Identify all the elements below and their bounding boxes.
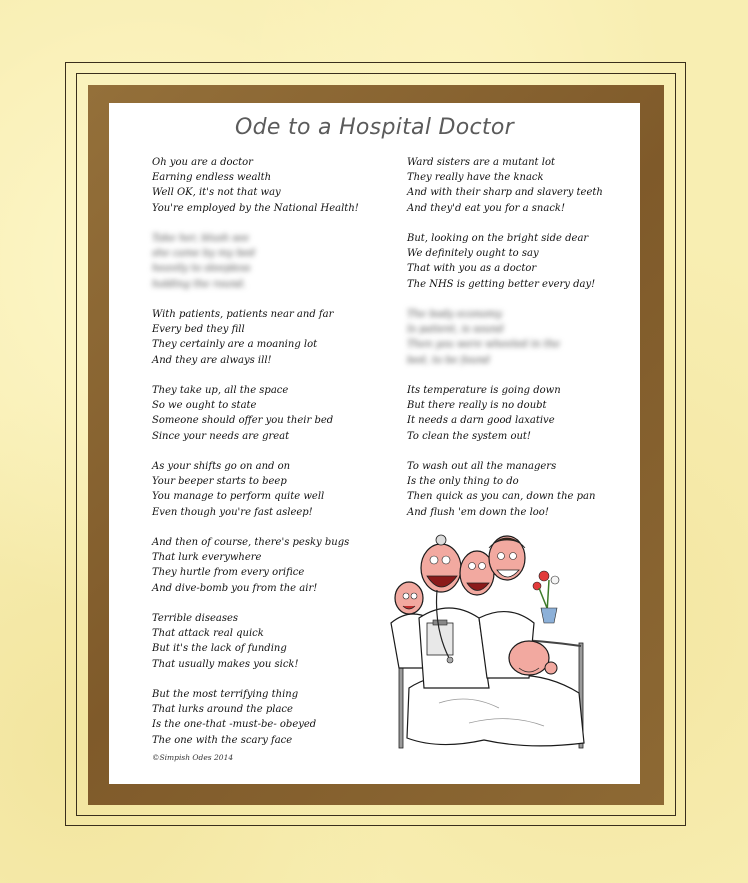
poem-line: holding the round. (152, 278, 247, 290)
poem-line: Someone should offer you their bed (152, 415, 334, 427)
poem-line: That lurk everywhere (152, 552, 262, 564)
poem-line: And they'd eat you for a snack! (407, 202, 565, 214)
poem-line: The NHS is getting better every day! (407, 278, 596, 290)
poem-line: The one with the scary face (152, 734, 293, 746)
poem-line: They take up, all the space (152, 385, 289, 396)
poem-line: Then you were wheeled in the (407, 339, 561, 351)
stanza (152, 383, 392, 444)
poem-line: And they are always ill! (152, 354, 272, 366)
poem-line: They really have the knack (407, 172, 544, 184)
stanza (152, 307, 392, 368)
blurred-stanza (407, 307, 637, 368)
poem-line: Then quick as you can, down the pan (407, 491, 596, 503)
poem-line: But it's the lack of funding (152, 643, 287, 655)
poem-line: That usually makes you sick! (152, 658, 299, 670)
poem-line: And with their sharp and slavery teeth (407, 187, 603, 199)
poem-line: bed, to be found (407, 354, 490, 366)
poem-line: Even though you're fast asleep! (152, 506, 313, 518)
poem-line: Every bed they fill (152, 324, 245, 336)
left-column (152, 155, 392, 763)
stanza (407, 231, 637, 292)
poem-line: Take her, blush see (152, 233, 250, 244)
poem-line: You're employed by the National Health! (152, 202, 359, 214)
poem-line: They certainly are a moaning lot (152, 339, 318, 351)
poem-line: Well OK, it's not that way (152, 187, 281, 199)
poem-line: Earning endless wealth (152, 172, 272, 184)
poem-line: Its temperature is going down (407, 385, 561, 396)
poem-line: We definitely ought to say (407, 248, 539, 260)
blurred-stanza (152, 231, 392, 292)
poem-line: And flush 'em down the loo! (407, 506, 549, 518)
right-column (407, 155, 637, 535)
poem-line: So we ought to state (152, 400, 257, 412)
stanza (152, 155, 392, 216)
poem-line: Is the only thing to do (407, 476, 519, 488)
poem-line: Is the one-that -must-be- obeyed (152, 719, 317, 731)
poem-line: With patients, patients near and far (152, 309, 334, 320)
stanza (152, 535, 392, 596)
stanza (152, 459, 392, 520)
poem-line: As your shifts go on and on (152, 461, 291, 472)
poem-line: That with you as a doctor (407, 263, 537, 275)
poem-line: You manage to perform quite well (152, 491, 325, 503)
poem-line: Your beeper starts to beep (152, 476, 287, 488)
poem-line: Terrible diseases (152, 613, 239, 624)
stanza (407, 383, 637, 444)
poem-line: But there really is no doubt (407, 400, 547, 412)
poem-line: To wash out all the managers (407, 461, 557, 472)
copyright-note: ©Simpish Odes 2014 (152, 753, 234, 762)
poem-line: That attack real quick (152, 628, 264, 640)
poem-line: And dive-bomb you from the air! (152, 582, 318, 594)
poem-page (109, 103, 640, 784)
poem-line: To clean the system out! (407, 430, 531, 442)
stanza (152, 687, 392, 748)
poem-line: Since your needs are great (152, 430, 290, 442)
stanza (407, 459, 637, 520)
poem-line: But the most terrifying thing (152, 689, 299, 700)
poem-line: It needs a darn good laxative (407, 415, 555, 427)
poem-line: Oh you are a doctor (152, 157, 253, 168)
poem-line: Ward sisters are a mutant lot (407, 157, 555, 168)
poem-line: They hurtle from every orifice (152, 567, 305, 579)
poem-line: Is patient, is sound (407, 324, 504, 336)
stanza (407, 155, 637, 216)
poem-title: Ode to a Hospital Doctor (235, 115, 514, 140)
cartoon-doctors-illustration-icon (379, 518, 594, 750)
poem-line: The body economy (407, 309, 502, 320)
stanza (152, 611, 392, 672)
poem-line: And then of course, there's pesky bugs (152, 537, 350, 548)
poem-line: she came by my bed (152, 248, 256, 260)
poem-line: But, looking on the bright side dear (407, 233, 589, 244)
poem-line: heavily to sleepless (152, 263, 251, 275)
poem-line: That lurks around the place (152, 704, 293, 716)
